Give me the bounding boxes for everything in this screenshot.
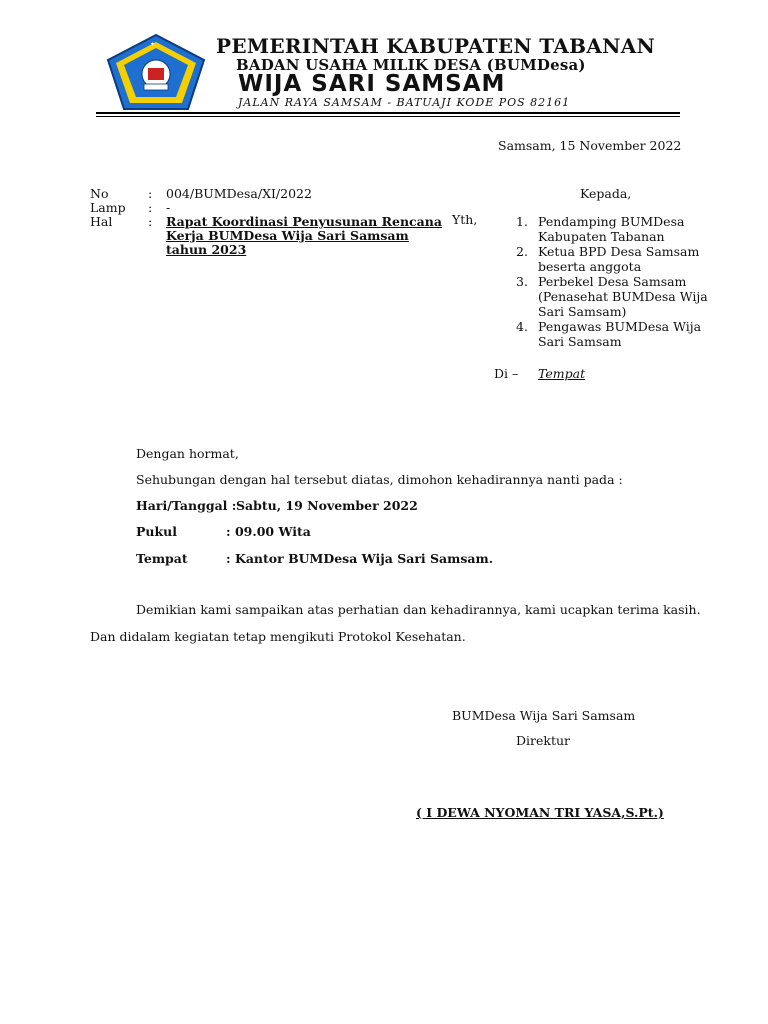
yth-label: Yth, bbox=[452, 212, 478, 227]
kepada-label: Kepada, bbox=[580, 186, 632, 201]
intro-paragraph: Sehubungan dengan hal tersebut diatas, dimohon kehadirannya nanti pada : bbox=[136, 472, 623, 487]
no-value: 004/BUMDesa/XI/2022 bbox=[166, 186, 312, 201]
lamp-colon: : bbox=[148, 200, 153, 215]
lamp-value: - bbox=[166, 200, 171, 215]
letterhead-rule-thin bbox=[96, 116, 680, 117]
signature-org: BUMDesa Wija Sari Samsam bbox=[452, 708, 636, 723]
salutation: Dengan hormat, bbox=[136, 446, 239, 461]
list-item: 4. Pengawas BUMDesa Wija Sari Samsam bbox=[516, 319, 702, 349]
signature-name: ( I DEWA NYOMAN TRI YASA,S.Pt.) bbox=[416, 805, 664, 820]
list-item: 2. Ketua BPD Desa Samsam beserta anggota bbox=[516, 244, 700, 274]
closing-paragraph: Demikian kami sampaikan atas perhatian dan kehadirannya, kami ucapkan terima kasih. bbox=[136, 602, 701, 617]
lamp-label: Lamp bbox=[90, 200, 126, 215]
hal-colon: : bbox=[148, 214, 153, 229]
recipient-list bbox=[510, 214, 710, 349]
no-label: No bbox=[90, 186, 109, 201]
pukul-value: : 09.00 Wita bbox=[226, 524, 311, 539]
letter-date: Samsam, 15 November 2022 bbox=[498, 138, 682, 153]
letterhead-rule-thick bbox=[96, 112, 680, 114]
hari-value: Sabtu, 19 November 2022 bbox=[236, 498, 418, 513]
svg-text:✦: ✦ bbox=[150, 41, 156, 48]
hal-line-1: Rapat Koordinasi Penyusunan Rencana bbox=[166, 214, 442, 229]
letterhead-org-name: WIJA SARI SAMSAM bbox=[238, 71, 506, 97]
hal-label: Hal bbox=[90, 214, 113, 229]
tempat-label: Tempat bbox=[136, 551, 188, 566]
letterhead-agency: BADAN USAHA MILIK DESA (BUMDesa) bbox=[236, 56, 586, 74]
list-item: 3. Perbekel Desa Samsam (Penasehat BUMDesa Wija Sari Samsam) bbox=[516, 274, 708, 319]
health-protocol-note: Dan didalam kegiatan tetap mengikuti Protokol Kesehatan. bbox=[90, 629, 466, 644]
signature-title: Direktur bbox=[516, 733, 571, 748]
hal-line-3: tahun 2023 bbox=[166, 242, 247, 257]
list-item: 1. Pendamping BUMDesa Kabupaten Tabanan bbox=[516, 214, 685, 244]
hal-line-2: Kerja BUMDesa Wija Sari Samsam bbox=[166, 228, 409, 243]
letterhead-government: PEMERINTAH KABUPATEN TABANAN bbox=[216, 34, 656, 58]
tempat-value: : Kantor BUMDesa Wija Sari Samsam. bbox=[226, 551, 494, 566]
pukul-label: Pukul bbox=[136, 524, 177, 539]
bumdesa-logo bbox=[104, 32, 208, 112]
di-label: Di – bbox=[494, 366, 519, 381]
no-colon: : bbox=[148, 186, 153, 201]
hari-label: Hari/Tanggal : bbox=[136, 498, 237, 513]
tempat-placeholder: Tempat bbox=[538, 366, 586, 381]
letterhead-address: JALAN RAYA SAMSAM - BATUAJI KODE POS 82161 bbox=[238, 96, 571, 109]
